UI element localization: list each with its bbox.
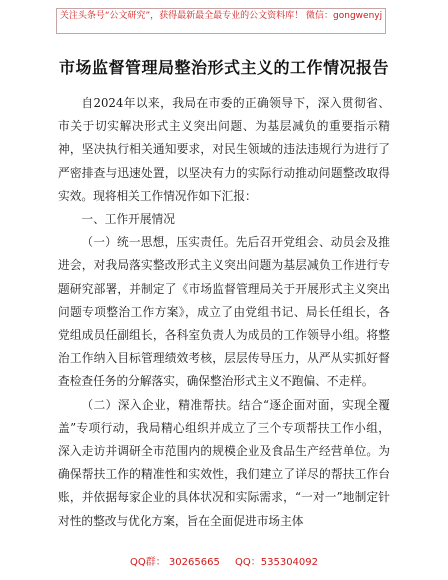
intro-paragraph: 自2024年以来，我局在市委的正确领导下，深入贯彻省、市关于切实解决形式主义突出问题、为基层减负的重要指示精神，坚决执行相关通知要求，对民生领域的违法违规行为进行了严密排查与迅速处置，以坚决有力的实际行动推动问题整改取得实效。现将相关工作情况作如下汇报： xyxy=(58,96,390,203)
section-heading: 一、工作开展情况 xyxy=(81,212,175,227)
footer-qq: QQ：535304092 xyxy=(235,557,319,568)
footer-contact xyxy=(0,553,448,568)
document-body xyxy=(58,92,390,533)
footer-qq-group: QQ群： 30265665 xyxy=(129,557,220,568)
promo-banner-text: 关注头条号“公文研究”，获得最新最全最专业的公文资料库！ 微信：gongwenyj xyxy=(59,11,383,21)
body-paragraph: （一）统一思想，压实责任。先后召开党组会、动员会及推进会，对我局落实整改形式主义突出问题为基层减负工作进行专题研究部署，并制定了《市场监督管理局关于开展形式主义突出问题专项整治工作方案》，成立了由党组书记、局长任组长，各党组成员任副组长，各科室负责人为成员的工作领导小组。将整治工作纳入目标管理绩效考核，层层传导压力，从严从实抓好督查检查任务的分解落实，确保整治形式主义不跑偏、不走样。 xyxy=(58,235,390,389)
page-title: 市场监督管理局整治形式主义的工作情况报告 xyxy=(58,58,389,77)
promo-banner xyxy=(56,8,386,34)
body-paragraph: （二）深入企业，精准帮扶。结合“逐企面对面，实现全覆盖”专项行动，我局精心组织并成立了三个专项帮扶工作小组，深入走访并调研全市范围内的规模企业及食品生产经营单位。为确保帮扶工作的精准性和实效性，我们建立了详尽的帮扶工作台账，并依据每家企业的具体状况和实际需求，“一对一”地制定针对性的整改与优化方案，旨在全面促进市场主体 xyxy=(58,397,390,528)
